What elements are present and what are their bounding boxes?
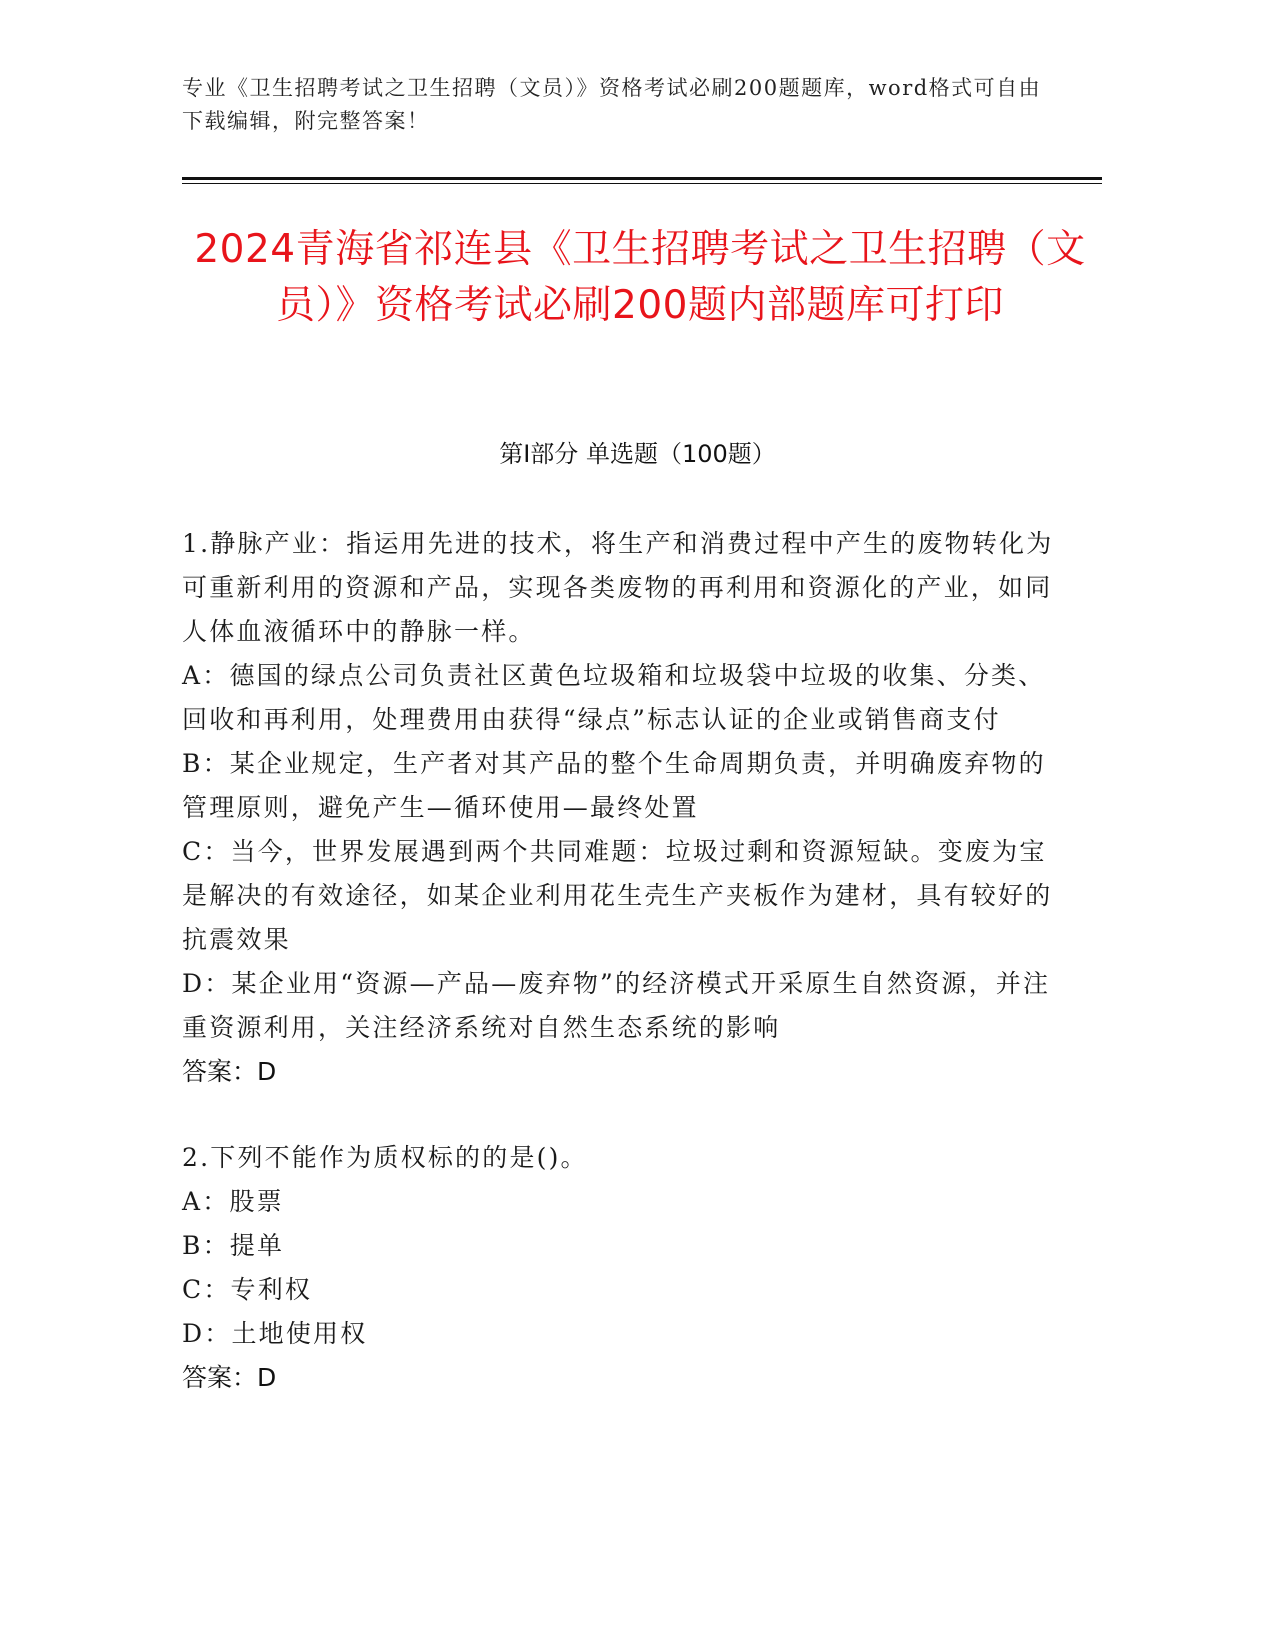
question-spacer bbox=[182, 1094, 1062, 1136]
header-divider-thin bbox=[182, 183, 1102, 184]
option-a: A：德国的绿点公司负责社区黄色垃圾箱和垃圾袋中垃圾的收集、分类、回收和再利用，处理费用由获得“绿点”标志认证的企业或销售商支付 bbox=[182, 661, 1046, 734]
section-title: 第Ⅰ部分 单选题（100题） bbox=[499, 440, 776, 468]
answer: 答案：D bbox=[182, 1057, 277, 1086]
option-d: D：土地使用权 bbox=[182, 1319, 368, 1348]
option-c: C：专利权 bbox=[182, 1275, 313, 1304]
option-b: B：提单 bbox=[182, 1231, 285, 1260]
header-note: 专业《卫生招聘考试之卫生招聘（文员）》资格考试必刷200题题库，word格式可自由下载编辑，附完整答案！ bbox=[182, 76, 1042, 133]
answer: 答案：D bbox=[182, 1363, 277, 1392]
header-divider-thick bbox=[182, 177, 1102, 180]
option-a: A：股票 bbox=[182, 1187, 284, 1216]
question-stem: 1.静脉产业：指运用先进的技术，将生产和消费过程中产生的废物转化为可重新利用的资源和产品，实现各类废物的再利用和资源化的产业，如同人体血液循环中的静脉一样。 bbox=[182, 529, 1054, 646]
option-d: D：某企业用“资源—产品—废弃物”的经济模式开采原生自然资源，并注重资源利用，关注经济系统对自然生态系统的影响 bbox=[182, 969, 1051, 1042]
question-stem: 2.下列不能作为质权标的的是()。 bbox=[182, 1143, 588, 1172]
document-title: 2024青海省祁连县《卫生招聘考试之卫生招聘（文员）》资格考试必刷200题内部题库可打印 bbox=[194, 227, 1086, 328]
question-2 bbox=[182, 1136, 1062, 1400]
option-b: B：某企业规定，生产者对其产品的整个生命周期负责，并明确废弃物的管理原则，避免产生—循环使用—最终处置 bbox=[182, 749, 1046, 822]
question-list bbox=[182, 522, 1062, 1400]
question-1 bbox=[182, 522, 1062, 1094]
option-c: C：当今，世界发展遇到两个共同难题：垃圾过剩和资源短缺。变废为宝是解决的有效途径，如某企业利用花生壳生产夹板作为建材，具有较好的抗震效果 bbox=[182, 837, 1053, 954]
